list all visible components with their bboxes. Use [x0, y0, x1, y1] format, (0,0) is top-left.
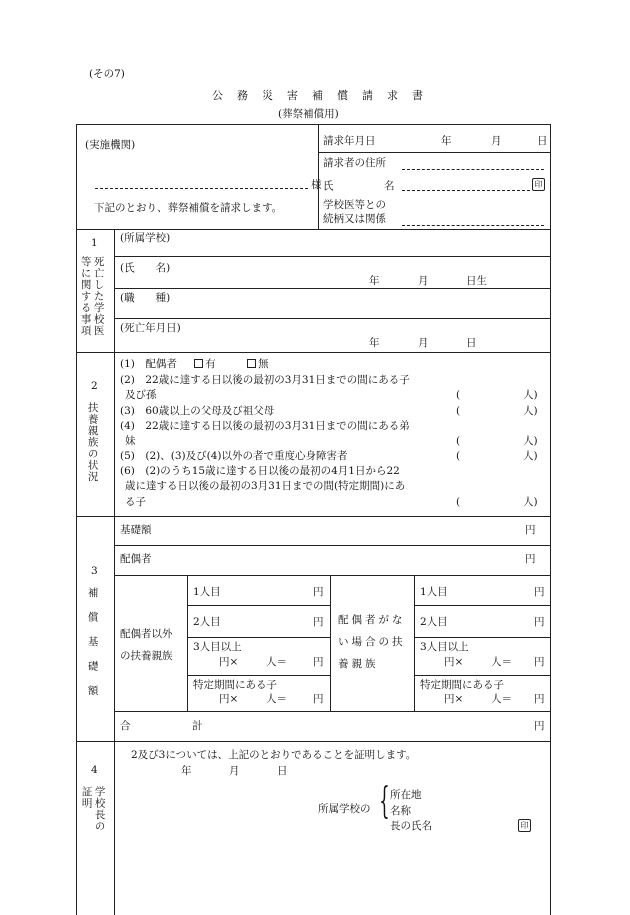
right-third-label: 3人目以上 — [420, 641, 469, 653]
left-first-yen: 円 — [313, 586, 324, 598]
total-yen: 円 — [534, 720, 545, 732]
certify-month: 月 — [229, 765, 240, 777]
left-third-yen: 円 — [313, 656, 324, 668]
right-third-calc-person: 人＝ — [491, 656, 512, 668]
base-amount-yen: 円 — [525, 524, 536, 536]
row-divider — [76, 229, 551, 230]
item4-line1: (4) 22歳に達する日以後の最初の3月31日までの間にある弟 — [120, 420, 410, 432]
request-month: 月 — [491, 135, 502, 147]
deceased-name-label: (氏 名) — [120, 262, 171, 274]
relation-label-2: 続柄又は関係 — [323, 213, 386, 225]
seal-mark-icon: 印 — [532, 178, 545, 191]
no-spouse-label-1: 配偶者がな — [338, 614, 406, 626]
field-divider — [114, 288, 551, 289]
left-first-label: 1人目 — [193, 586, 221, 598]
right-second-label: 2人目 — [420, 616, 448, 628]
base-amount-label: 基礎額 — [120, 524, 152, 536]
form-number: (その7) — [89, 68, 125, 80]
section1-heading-col2: 等に関する事項 — [79, 256, 92, 337]
school-location-label: 所在地 — [390, 789, 422, 801]
field-divider — [114, 318, 551, 319]
birth-year: 年 — [369, 275, 380, 287]
item4-line2: 妹 — [125, 435, 136, 447]
item6-line2: 歳に達する日以後の最初の3月31日までの間(特定期間)にあ — [125, 480, 406, 492]
spouse-amount-label: 配偶者 — [120, 553, 152, 565]
brace-icon: { — [379, 781, 390, 822]
agency-label: (実施機関) — [85, 139, 136, 151]
certify-year: 年 — [181, 765, 192, 777]
item2-line1: (2) 22歳に達する日以後の最初の3月31日までの間にある子 — [120, 374, 410, 386]
right-first-yen: 円 — [534, 586, 545, 598]
item2-count-close: 人) — [523, 389, 538, 401]
item1-spouse: (1) 配偶者 有 無 — [120, 358, 269, 370]
name-label-2: 名 — [384, 180, 395, 192]
spouse-no-checkbox[interactable] — [247, 359, 256, 368]
row-divider — [76, 516, 551, 517]
honorific: 様 — [311, 179, 322, 191]
agency-field[interactable] — [95, 188, 308, 189]
spouse-yes-checkbox[interactable] — [194, 359, 203, 368]
left-special-calc-person: 人＝ — [266, 693, 287, 705]
left-third-calc-yen: 円× — [219, 656, 239, 668]
item4-count-open: ( — [456, 435, 461, 447]
item6-count-close: 人) — [523, 496, 538, 508]
left-special-yen: 円 — [313, 693, 324, 705]
field-divider — [318, 152, 551, 153]
request-date-label: 請求年月日 — [323, 135, 376, 147]
table-border-left — [76, 124, 77, 915]
name-label-1: 氏 — [323, 180, 334, 192]
relation-label-1: 学校医等との — [323, 199, 386, 211]
field-divider — [114, 256, 551, 257]
death-month: 月 — [418, 337, 429, 349]
address-field[interactable] — [402, 169, 544, 170]
item3-count-open: ( — [456, 405, 461, 417]
section2-number: 2 — [91, 380, 98, 392]
grid-divider — [414, 637, 551, 638]
row-divider — [76, 741, 551, 742]
left-special-calc-yen: 円× — [219, 693, 239, 705]
item3-count-close: 人) — [523, 405, 538, 417]
death-year: 年 — [369, 337, 380, 349]
seal-mark-icon: 印 — [518, 819, 531, 832]
no-spouse-label-3: 養親族 — [338, 658, 379, 670]
item6-line1: (6) (2)のうち15歳に達する日以後の最初の4月1日から22 — [120, 465, 400, 477]
table-border-right — [550, 124, 551, 915]
request-text: 下記のとおり、葬祭補償を請求します。 — [94, 202, 283, 214]
left-third-calc-person: 人＝ — [266, 656, 287, 668]
section2-heading: 扶養親族の状況 — [86, 402, 99, 483]
right-first-label: 1人目 — [420, 586, 448, 598]
grid-divider — [187, 637, 330, 638]
grid-divider — [414, 605, 551, 606]
spouse-amount-yen: 円 — [525, 553, 536, 565]
table-border-top — [76, 124, 551, 125]
job-label: (職 種) — [120, 292, 171, 304]
item6-line3: る子 — [125, 496, 146, 508]
section4-heading-col1: 学校長の — [93, 786, 106, 832]
right-special-calc-yen: 円× — [444, 693, 464, 705]
other-dependents-label-1: 配偶者以外 — [120, 628, 173, 640]
item4-count-close: 人) — [523, 435, 538, 447]
right-third-calc-yen: 円× — [444, 656, 464, 668]
section1-number: 1 — [91, 237, 98, 249]
left-special-label: 特定期間にある子 — [193, 679, 277, 691]
school-name-label: 名称 — [390, 805, 411, 817]
death-date-label: (死亡年月日) — [120, 322, 181, 334]
principal-name-label: 長の氏名 — [390, 820, 432, 832]
certify-text: 2及び3については、上記のとおりであることを証明します。 — [131, 749, 417, 761]
grid-divider — [414, 575, 415, 711]
item5: (5) (2)、(3)及び(4)以外の者で重度心身障害者 — [120, 450, 348, 462]
top-divider — [318, 124, 319, 229]
item5-count-open: ( — [456, 450, 461, 462]
grid-divider — [330, 575, 331, 711]
left-third-label: 3人目以上 — [193, 641, 242, 653]
grid-divider — [187, 605, 330, 606]
certify-day: 日 — [277, 765, 288, 777]
item2-line2: 及び孫 — [125, 389, 157, 401]
form-subtitle: (葬祭補償用) — [278, 108, 339, 120]
right-special-yen: 円 — [534, 693, 545, 705]
heading-column-divider — [114, 229, 115, 915]
total-label-2: 計 — [192, 720, 203, 732]
right-third-yen: 円 — [534, 656, 545, 668]
request-year: 年 — [441, 135, 452, 147]
name-field[interactable] — [402, 190, 530, 191]
total-label-1: 合 — [120, 720, 131, 732]
form-title: 公務災害補償請求書 — [212, 89, 437, 102]
left-second-label: 2人目 — [193, 616, 221, 628]
section3-number: 3 — [91, 565, 98, 577]
right-second-yen: 円 — [534, 616, 545, 628]
item2-count-open: ( — [456, 389, 461, 401]
row-divider — [76, 352, 551, 353]
section3-heading: 補償基礎額 — [86, 587, 99, 710]
section1-heading-col1: 死亡した学校医 — [92, 256, 105, 337]
item6-count-open: ( — [456, 496, 461, 508]
address-label: 請求者の住所 — [323, 157, 386, 169]
request-day: 日 — [537, 135, 548, 147]
right-special-label: 特定期間にある子 — [420, 679, 504, 691]
other-dependents-label-2: の扶養親族 — [120, 650, 173, 662]
school-of-label: 所属学校の — [318, 803, 371, 815]
field-divider — [114, 711, 551, 712]
birth-day: 日生 — [466, 275, 487, 287]
no-spouse-label-2: い場合の扶 — [338, 636, 406, 648]
relation-field[interactable] — [402, 225, 544, 226]
school-label: (所属学校) — [120, 232, 171, 244]
grid-divider — [187, 575, 188, 711]
item5-count-close: 人) — [523, 450, 538, 462]
birth-month: 月 — [418, 275, 429, 287]
grid-divider — [187, 675, 330, 676]
grid-divider — [414, 675, 551, 676]
section4-heading-col2: 証明 — [80, 786, 93, 809]
field-divider — [114, 575, 551, 576]
death-day: 日 — [466, 337, 477, 349]
field-divider — [114, 545, 551, 546]
section4-number: 4 — [91, 764, 98, 776]
item3: (3) 60歳以上の父母及び祖父母 — [120, 405, 275, 417]
right-special-calc-person: 人＝ — [491, 693, 512, 705]
left-second-yen: 円 — [313, 616, 324, 628]
